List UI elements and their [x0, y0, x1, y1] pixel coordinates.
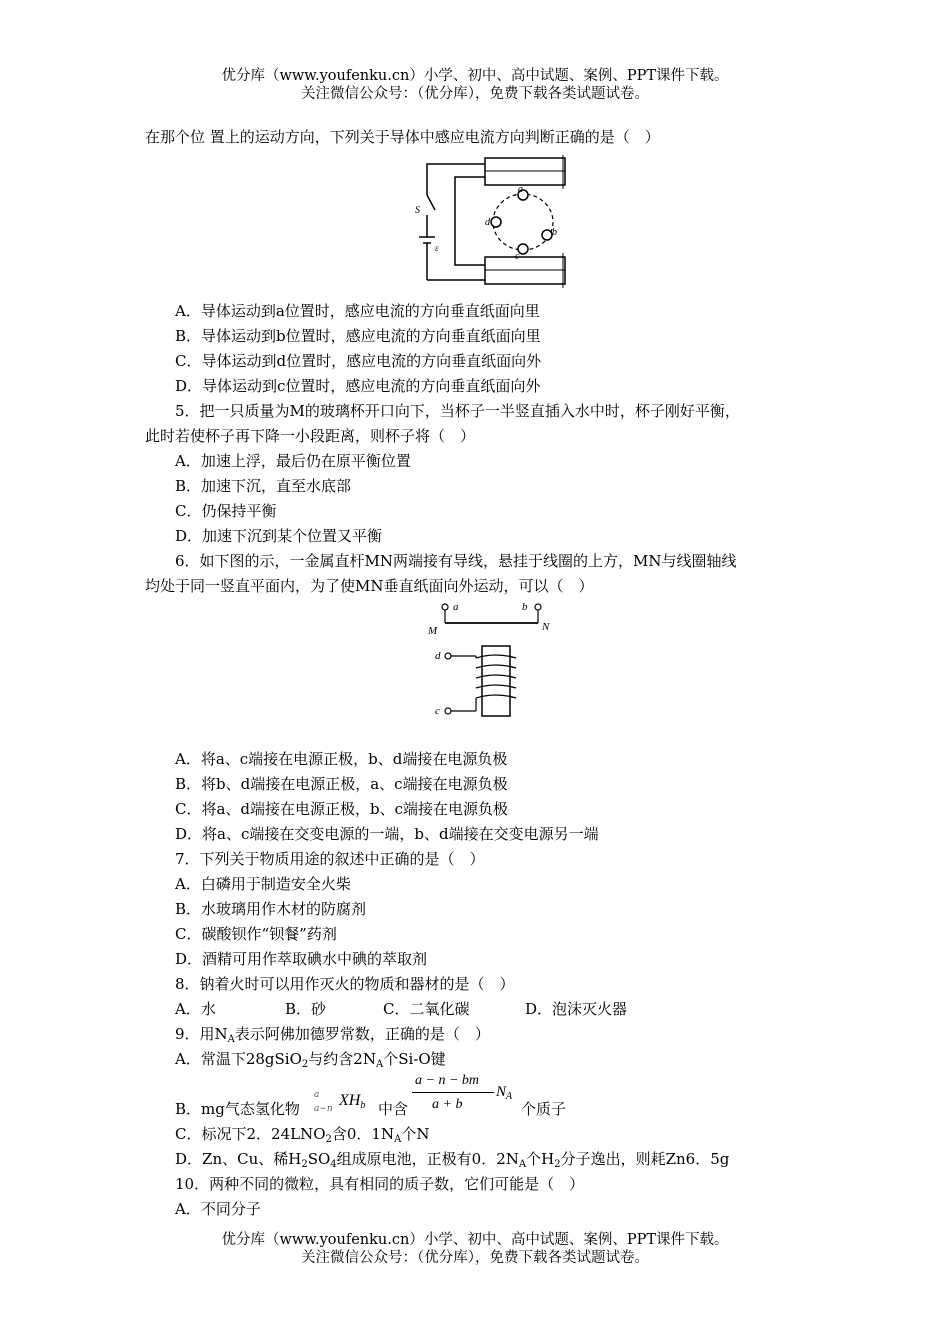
q10-option-a: A．不同分子	[175, 1200, 261, 1218]
q4-option-a: A．导体运动到a位置时，感应电流的方向垂直纸面向里	[175, 302, 540, 320]
footer-line-2: 关注微信公众号：（优分库），免费下载各类试题试卷。	[301, 1250, 649, 1266]
q7-option-d: D．酒精可用作萃取碘水中碘的萃取剂	[175, 950, 428, 968]
q6-label-m: M	[428, 625, 438, 637]
header-line-1: 优分库（www.youfenku.cn）小学、初中、高中试题、案例、PPT课件下载。	[221, 68, 729, 84]
q9-option-c: C．标况下2．$24LNO_2$含0．$1N_A$个N	[175, 1125, 430, 1145]
q9-optb-mid: 中含	[378, 1100, 409, 1118]
q9-optb-formula: $XH_b$	[339, 1092, 366, 1111]
q4-option-d: D．导体运动到c位置时，感应电流的方向垂直纸面向外	[175, 377, 541, 395]
q7-option-b: B．水玻璃用作木材的防腐剂	[175, 900, 367, 918]
q4-conductor-d	[491, 217, 501, 227]
q8-option-d: D．泡沫灭火器	[525, 1000, 628, 1018]
q9-option-d: D．Zn、Cu、稀$H_2SO_4$组成原电池，正极有0．$2N_A$个$H_2$分子逸出，则耗Zn6．5g	[175, 1150, 730, 1170]
q6-option-a: A．将a、c端接在电源正极，b、d端接在电源负极	[175, 750, 508, 768]
q6-coil-figure	[420, 598, 560, 723]
q9-optb-na: $N_A$	[496, 1084, 513, 1102]
q6-stem-1: 6．如下图的示，一金属直杆MN两端接有导线，悬挂于线圈的上方，MN与线圈轴线	[175, 552, 737, 570]
footer-line-1: 优分库（www.youfenku.cn）小学、初中、高中试题、案例、PPT课件下载。	[221, 1232, 729, 1248]
q5-option-c: C．仍保持平衡	[175, 502, 277, 520]
q6-label-b: b	[522, 601, 528, 613]
q7-option-c: C．碳酸钡作“钡餐”药剂	[175, 925, 337, 943]
q6-label-n: N	[542, 621, 550, 633]
q6-option-b: B．将b、d端接在电源正极，a、c端接在电源负极	[175, 775, 508, 793]
q4-switch	[427, 195, 435, 210]
q5-option-d: D．加速下沉到某个位置又平衡	[175, 527, 383, 545]
q5-option-a: A．加速上浮，最后仍在原平衡位置	[175, 452, 411, 470]
q9-optb-sub: a−n	[314, 1104, 333, 1114]
q4-stem: 在那个位 置上的运动方向，下列关于导体中感应电流方向判断正确的是（ ）	[145, 128, 660, 146]
q6-option-d: D．将a、c端接在交变电源的一端，b、d端接在交变电源另一端	[175, 825, 599, 843]
q6-stem-2: 均处于同一竖直平面内，为了使MN垂直纸面向外运动，可以（ ）	[145, 577, 594, 595]
q5-stem-1: 5．把一只质量为M的玻璃杯开口向下，当杯子一半竖直插入水中时，杯子刚好平衡，	[175, 402, 740, 420]
q9-optb-sup: a	[314, 1090, 320, 1100]
q6-label-a: a	[453, 601, 459, 613]
q9-optb-numerator: a − n − bm	[415, 1073, 480, 1088]
q7-stem: 7．下列关于物质用途的叙述中正确的是（ ）	[175, 850, 485, 868]
q4-label-b: b	[552, 227, 557, 238]
q9-optb-denominator: a + b	[432, 1097, 463, 1112]
q4-conductor-b	[542, 230, 552, 240]
q4-option-c: C．导体运动到d位置时，感应电流的方向垂直纸面向外	[175, 352, 542, 370]
q6-option-c: C．将a、d端接在电源正极，b、c端接在电源负极	[175, 800, 509, 818]
q4-label-c: c	[515, 251, 520, 262]
q4-label-a: a	[518, 184, 523, 195]
q4-option-b: B．导体运动到b位置时，感应电流的方向垂直纸面向里	[175, 327, 541, 345]
q4-label-d: d	[485, 217, 490, 228]
q8-stem: 8．钠着火时可以用作灭火的物质和器材的是（ ）	[175, 975, 515, 993]
q5-option-b: B．加速下沉，直至水底部	[175, 477, 352, 495]
q8-option-a: A．水	[175, 1000, 216, 1018]
q9-stem: 9．用$N_A$表示阿佛加德罗常数，正确的是（ ）	[175, 1025, 490, 1045]
q8-option-c: C．二氧化碳	[383, 1000, 470, 1018]
q4-label-e: ε	[435, 243, 439, 253]
q6-label-c: c	[435, 705, 440, 717]
header-line-2: 关注微信公众号：（优分库），免费下载各类试题试卷。	[301, 86, 649, 102]
q4-motion-path	[493, 194, 553, 250]
q5-stem-2: 此时若使杯子再下降一小段距离，则杯子将（ ）	[145, 427, 476, 445]
q4-label-s: S	[415, 205, 420, 216]
q4-conductor-c	[518, 244, 528, 254]
q9-optb-fraction-bar	[412, 1092, 494, 1093]
q4-circuit-figure	[405, 155, 575, 290]
q6-label-d: d	[435, 650, 441, 662]
q6-coil-core	[482, 646, 510, 716]
q9-optb-post: 个质子	[521, 1100, 567, 1118]
q7-option-a: A．白磷用于制造安全火柴	[175, 875, 351, 893]
q9-option-a: A．常温下28gSiO$_2$与约含$2N_A$个Si-O键	[175, 1050, 446, 1070]
q8-option-b: B．砂	[285, 1000, 327, 1018]
q10-stem: 10．两种不同的微粒，具有相同的质子数，它们可能是（ ）	[175, 1175, 585, 1193]
q9-option-b-prefix: B．mg气态氢化物	[175, 1100, 300, 1118]
